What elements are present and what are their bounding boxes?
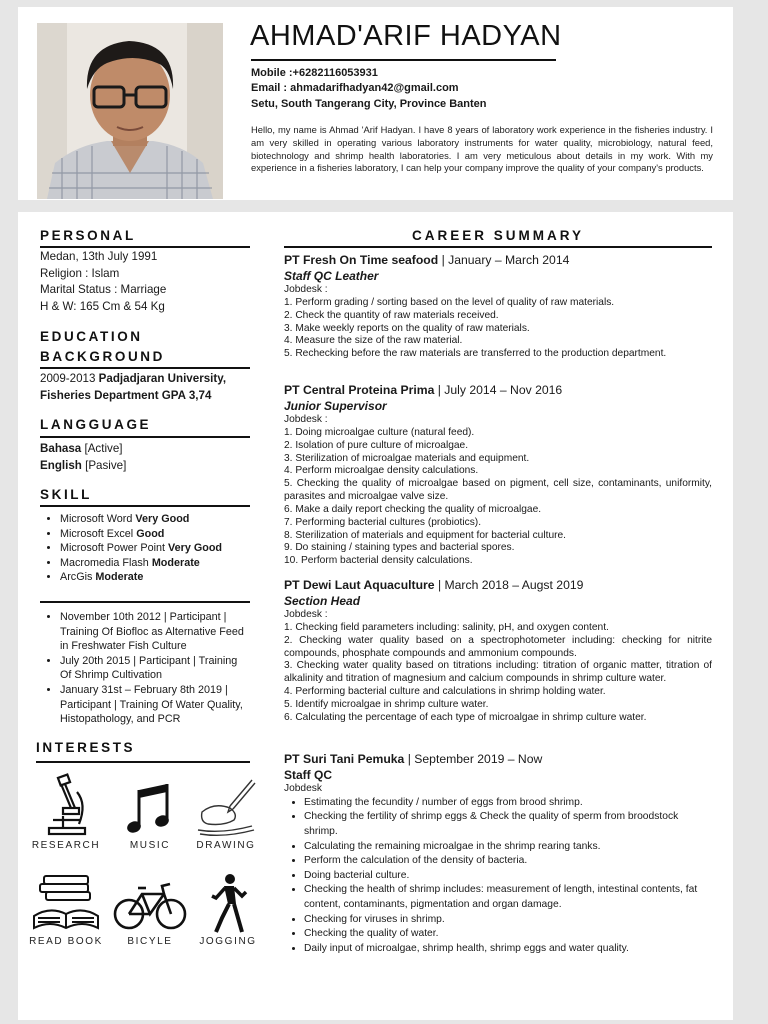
department-gpa: Fisheries Department GPA 3,74: [40, 388, 212, 402]
interest-read-book: [24, 872, 108, 947]
skill-item: • ArcGis Moderate: [60, 570, 250, 585]
books-icon: [30, 872, 102, 936]
header-card: [18, 7, 733, 200]
education-years: 2009-2013: [40, 372, 99, 385]
interest-jogging: [190, 872, 266, 947]
music-note-icon: [125, 772, 175, 840]
email-address: Email : ahmadarifhadyan42@gmail.com: [251, 82, 459, 94]
job-duties: Jobdesk : 1. Checking field parameters including: salinity, pH, and oxygen content. 2. Checking water quality based on a spectrophotometer including: checking for nitrite compounds, phosphate compounds and ammonium compounds. 3. Checking water quality based on titrations including: titration of organic matter, titration of alkalinity and titration of magnesium and calcium compounds in shrimp culture water. 4. Performing bacterial culture and calculations in shrimp holding water. 5. Identify microalgae in shrimp culture water. 6. Calculating the percentage of each type of microalgae in shrimp culture water.: [284, 609, 712, 723]
skill-item: • Microsoft Power Point Very Good: [60, 541, 250, 556]
interest-label: RESEARCH: [31, 840, 101, 851]
section-rule: [40, 246, 250, 248]
training-list: [40, 610, 250, 727]
company-name: PT Fresh On Time seafood: [284, 253, 439, 267]
skill-list: [40, 512, 250, 585]
language-section: [40, 415, 250, 435]
personal-details: [40, 249, 250, 315]
section-rule: [284, 246, 712, 248]
interest-label: MUSIC: [129, 840, 171, 851]
section-title: CAREER SUMMARY: [411, 228, 584, 243]
job-period: | September 2019 – Now: [404, 752, 543, 766]
name-underline: [251, 59, 556, 61]
company-name: PT Central Proteina Prima: [284, 383, 435, 397]
job-duties: Jobdesk : 1. Doing microalgae culture (natural feed). 2. Isolation of pure culture of microalgae. 3. Sterilization of microalgae materials and equipment. 4. Perform microalgae density calculations. 5. Checking the quality of microalgae based on pigment, cell size, contaminants, uniformity, parasites and microalgae valve size. 6. Make a daily report checking the quality of microalgae. 7. Performing bacterial cultures (probiotics). 8. Sterilization of materials and equipment for bacterial culture. 9. Do staining / staining types and bacterial spores. 10. Perform bacterial density calculations.: [284, 414, 712, 567]
job-period: | March 2018 – Augst 2019: [434, 578, 584, 592]
company-name: PT Suri Tani Pemuka: [284, 752, 405, 766]
runner-icon: [208, 872, 248, 936]
language-item: Bahasa [Active]: [40, 442, 123, 455]
education-section: [40, 327, 250, 367]
section-title: PERSONAL: [40, 228, 136, 243]
job-duties: Jobdesk : 1. Perform grading / sorting based on the level of quality of raw materials. 2. Check the quantity of raw materials received. 3. Make weekly reports on the quality of raw materials. 4. Measure the size of the raw material. 5. Rechecking before the raw materials are transferred to the production department.: [284, 284, 667, 360]
interest-label: BICYLE: [127, 936, 173, 947]
language-item: English [Pasive]: [40, 458, 127, 472]
interest-music: [112, 772, 188, 851]
university-name: Padjadjaran University,: [98, 372, 227, 385]
job-role: Staff QC Leather: [284, 269, 379, 283]
language-list: [40, 441, 250, 474]
section-title: INTERESTS: [36, 740, 136, 755]
section-title: BACKGROUND: [40, 349, 165, 364]
section-rule: [40, 505, 250, 507]
mobile-number: Mobile :+6282116053931: [251, 67, 378, 79]
interest-label: READ BOOK: [29, 936, 103, 947]
skill-item: • Microsoft Excel Good: [60, 527, 250, 542]
religion-info: Religion : Islam: [40, 266, 120, 280]
bio-paragraph: Hello, my name is Ahmad 'Arif Hadyan. I have 8 years of laboratory work experience in the fisheries industry. I am very skilled in operating various laboratory instruments for water quality, microbiology, natural feed, biotechnology and shrimp health laboratories. I am very meticulous about details in my work. With my experience in a fisheries laboratory, I can help your company improve the quality of your company's products.: [251, 124, 713, 174]
candidate-name: AHMAD'ARIF HADYAN: [250, 20, 562, 52]
profile-photo: [37, 23, 223, 199]
section-rule: [40, 436, 250, 438]
birth-info: Medan, 13th July 1991: [40, 250, 158, 263]
training-item: • January 31st – February 8th 2019 | Participant | Training Of Water Quality, Histopathology, and PCR: [60, 683, 250, 727]
home-address: Setu, South Tangerang City, Province Banten: [251, 98, 487, 110]
job-entry: [284, 578, 712, 725]
section-title: SKILL: [40, 487, 92, 502]
job-entry: [284, 383, 712, 568]
personal-section: [40, 226, 250, 246]
job-entry: [284, 752, 712, 956]
job-duties: • Estimating the fecundity / number of eggs from brood shrimp. • Checking the fertility of shrimp eggs & Check the quality of sperm from broodstock shrimp. • Calculating the remaining microalgae in the shrimp rearing tanks. • Perform the calculation of the density of bacteria. • Doing bacterial culture. • Checking the health of shrimp includes: measurement of length, intestinal contents, fat content, contaminants, pigmentation and organ damage. • Checking for viruses in shrimp. • Checking the quality of water. • Daily input of microalgae, shrimp health, shrimp eggs and water quality.: [284, 796, 712, 957]
training-item: • November 10th 2012 | Participant | Training Of Biofloc as Alternative Feed in Freshwater Fish Culture: [60, 610, 250, 654]
job-period: | January – March 2014: [438, 253, 570, 267]
education-details: [40, 371, 250, 404]
section-title: EDUCATION: [40, 329, 143, 344]
job-entry: [284, 253, 712, 361]
section-rule: [40, 601, 250, 603]
interests-section: [36, 738, 246, 758]
skill-item: • Microsoft Word Very Good: [60, 512, 250, 527]
bicycle-icon: [112, 872, 188, 936]
interest-label: JOGGING: [199, 936, 257, 947]
interest-label: DRAWING: [196, 840, 256, 851]
skill-section: [40, 485, 250, 505]
section-title: LANGGUAGE: [40, 417, 152, 432]
job-period: | July 2014 – Nov 2016: [434, 383, 563, 397]
job-role: Junior Supervisor: [284, 399, 387, 413]
company-name: PT Dewi Laut Aquaculture: [284, 578, 435, 592]
training-item: • July 20th 2015 | Participant | Training Of Shrimp Cultivation: [60, 654, 250, 683]
marital-info: Marital Status : Marriage: [40, 283, 167, 296]
job-role: Staff QC: [284, 768, 332, 782]
section-rule: [36, 761, 250, 763]
height-weight-info: H & W: 165 Cm & 54 Kg: [40, 299, 165, 313]
career-section: [284, 226, 712, 246]
interest-bicycle: [110, 872, 190, 947]
resume-body: [18, 212, 733, 1020]
microscope-icon: [41, 772, 91, 840]
job-role: Section Head: [284, 594, 361, 608]
section-rule: [40, 367, 250, 369]
interest-research: [28, 772, 104, 851]
interest-drawing: [186, 772, 266, 851]
drawing-hand-icon: [194, 772, 258, 840]
skill-item: • Macromedia Flash Moderate: [60, 556, 250, 571]
jobdesk-label: Jobdesk: [284, 783, 322, 794]
